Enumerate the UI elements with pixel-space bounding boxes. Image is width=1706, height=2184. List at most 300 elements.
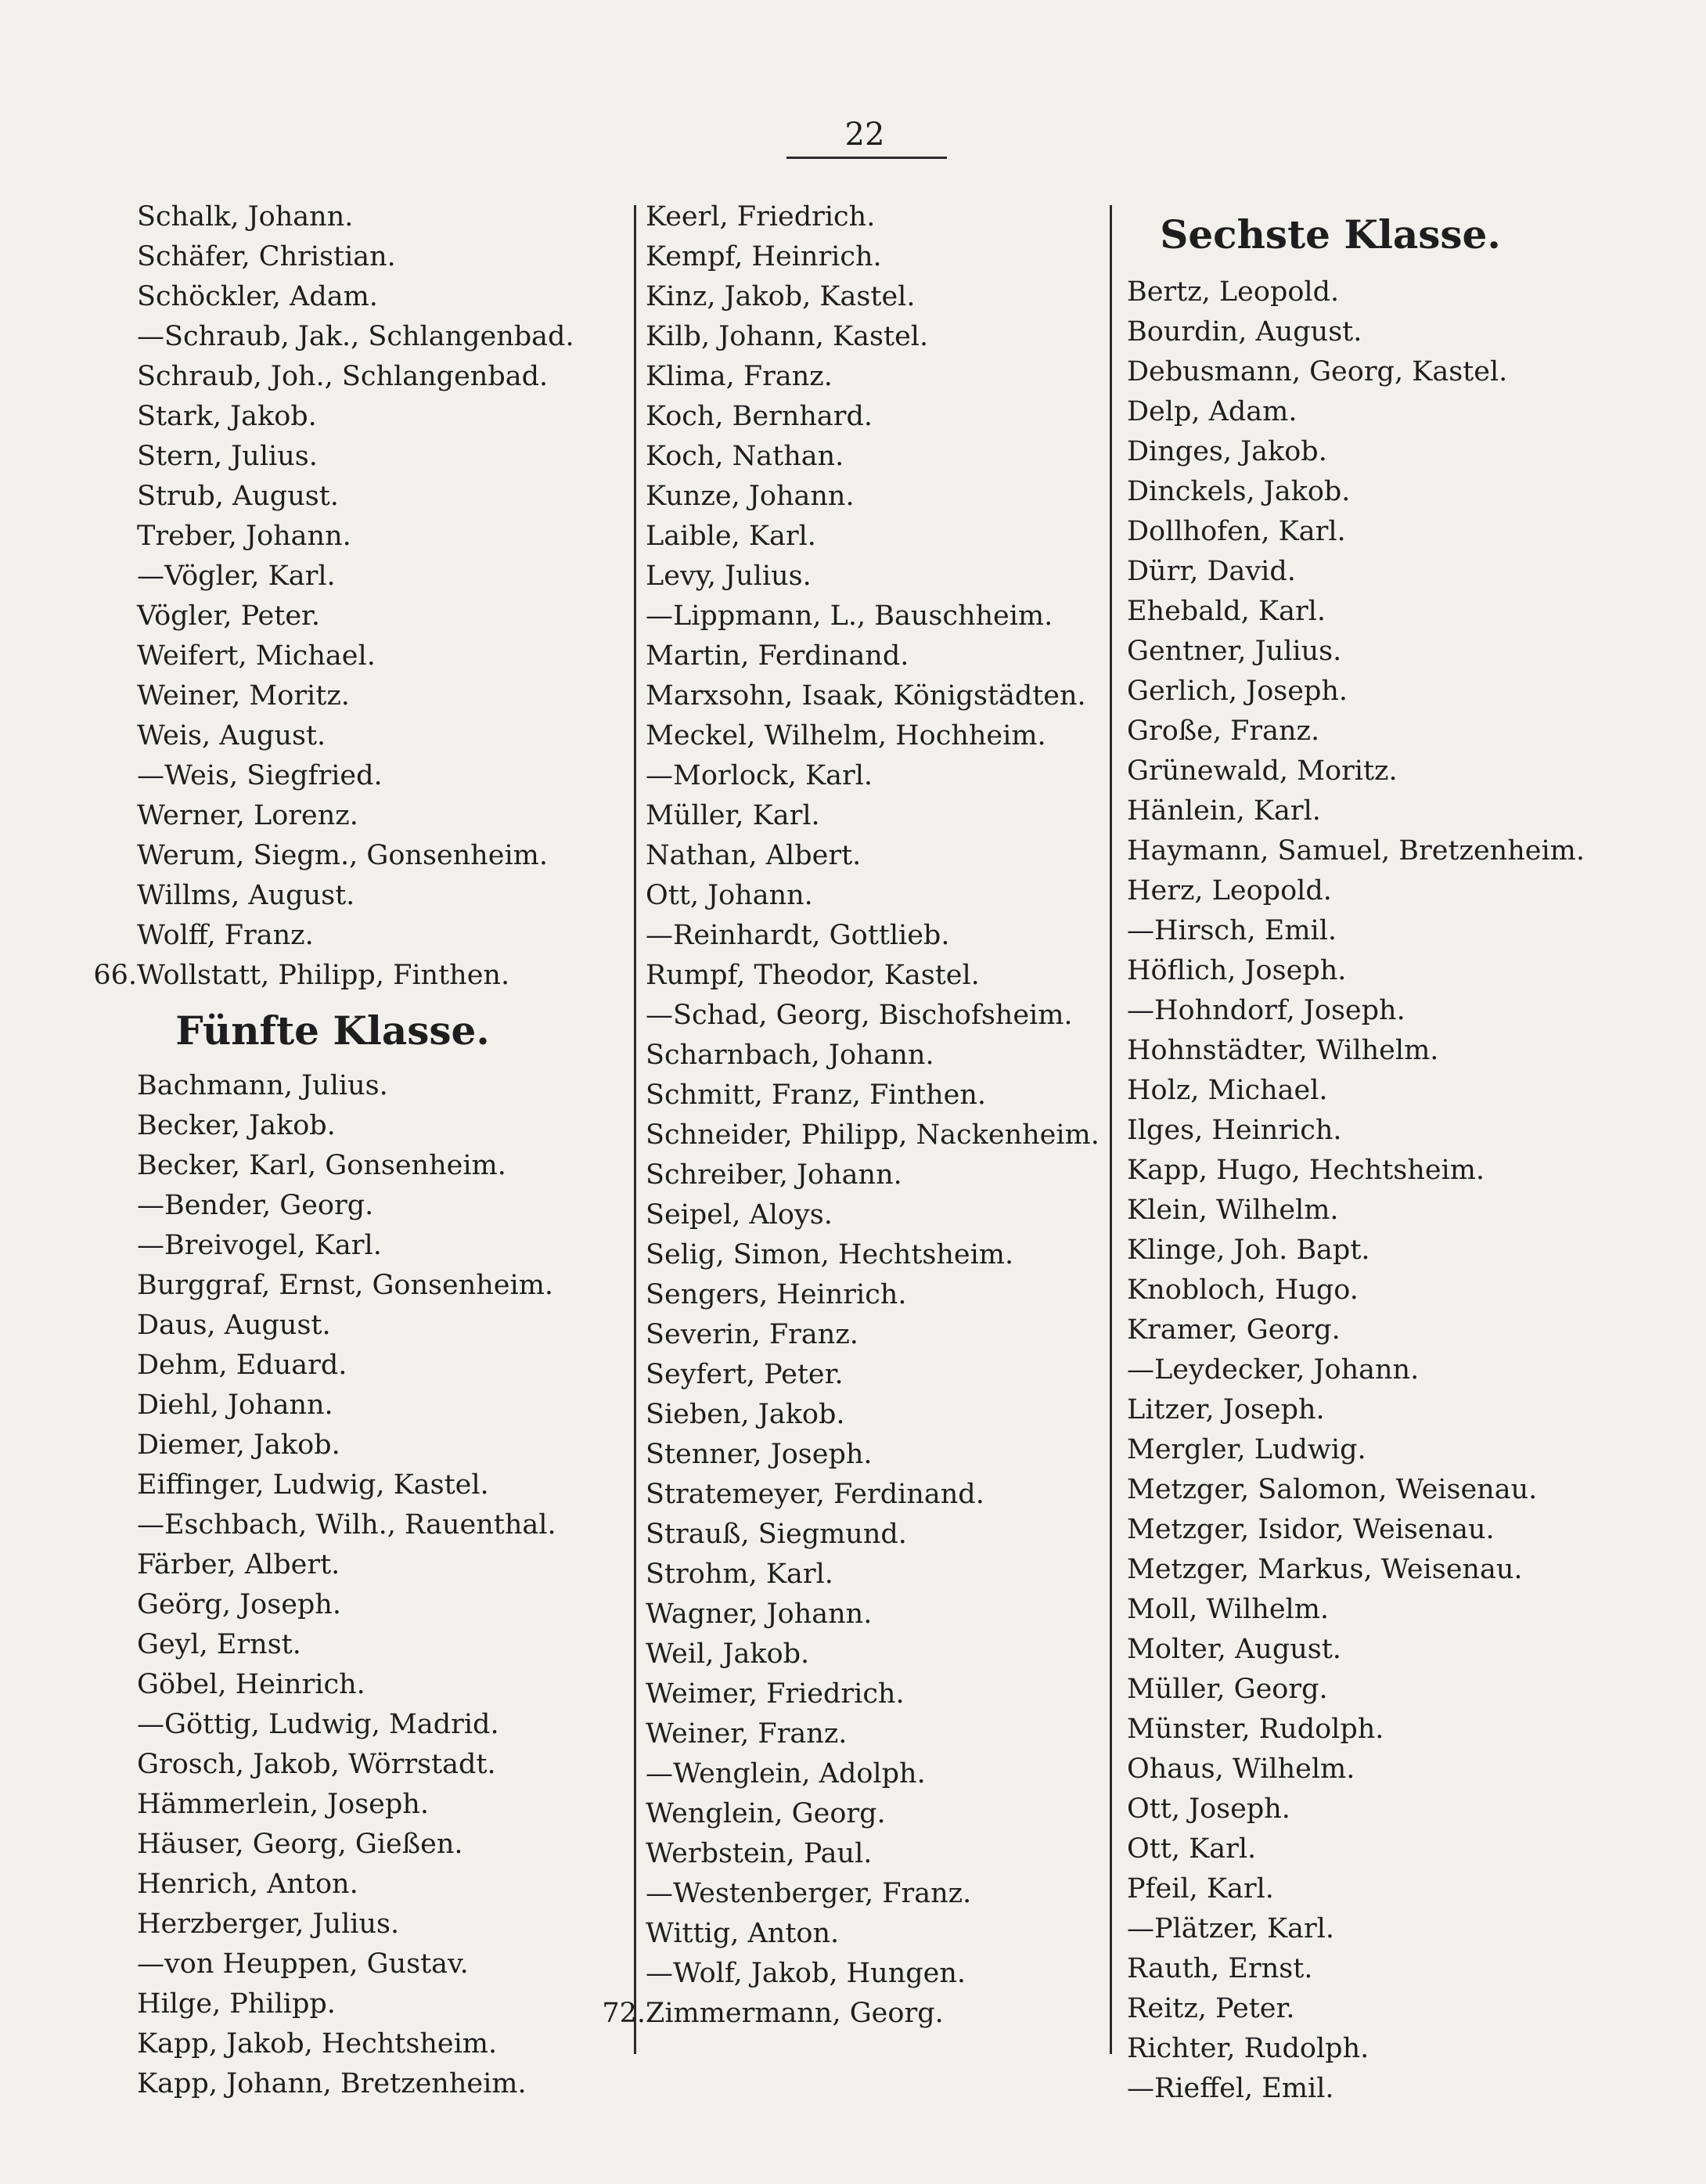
student-name: Kempf, Heinrich. [646, 241, 882, 272]
student-entry [1127, 1750, 1612, 1789]
student-entry [137, 1944, 626, 1984]
student-name: Münster, Rudolph. [1127, 1714, 1384, 1745]
student-name: Große, Franz. [1127, 715, 1320, 747]
entry-count [591, 517, 646, 557]
student-entry [1127, 1949, 1612, 1989]
student-entry [646, 956, 1103, 996]
student-name: —Morlock, Karl. [646, 760, 873, 791]
student-entry [1127, 1390, 1612, 1430]
entry-count [82, 317, 137, 357]
entry-count [82, 1226, 137, 1266]
student-entry [646, 1555, 1103, 1595]
entry-count [1072, 871, 1127, 911]
student-entry [137, 1226, 626, 1266]
student-name: Selig, Simon, Hechtsheim. [646, 1239, 1014, 1270]
student-entry [646, 1794, 1103, 1834]
entry-count [591, 197, 646, 237]
entry-count [82, 1346, 137, 1386]
student-name: Nathan, Albert. [646, 840, 862, 871]
student-name: Becker, Jakob. [137, 1110, 336, 1141]
student-entry [646, 1954, 1103, 1994]
entry-count [591, 1674, 646, 1714]
entry-count [591, 996, 646, 1036]
student-entry [137, 237, 626, 277]
student-entry [1127, 871, 1612, 911]
student-entry [1127, 712, 1612, 751]
student-entry [137, 1705, 626, 1745]
student-entry [646, 1435, 1103, 1475]
student-name: —Schraub, Jak., Schlangenbad. [137, 321, 574, 352]
student-entry [1127, 951, 1612, 991]
entry-count [82, 1785, 137, 1825]
entry-count [1072, 1710, 1127, 1750]
student-name: Henrich, Anton. [137, 1869, 358, 1900]
student-name: —Schad, Georg, Bischofsheim. [646, 1000, 1073, 1031]
entry-count [82, 557, 137, 596]
student-name: Molter, August. [1127, 1634, 1341, 1665]
entry-count [82, 1905, 137, 1944]
student-name: Kapp, Jakob, Hechtsheim. [137, 2028, 498, 2060]
page-number-rule [786, 157, 947, 159]
student-entry [137, 1465, 626, 1505]
entry-count [1072, 312, 1127, 352]
student-name: Wolff, Franz. [137, 920, 314, 951]
entry-count [591, 1275, 646, 1315]
entry-count [1072, 1430, 1127, 1470]
student-name: Schäfer, Christian. [137, 241, 396, 272]
student-entry [137, 636, 626, 676]
student-name: Klein, Wilhelm. [1127, 1195, 1339, 1226]
student-name: Färber, Albert. [137, 1549, 340, 1580]
student-entry [646, 1076, 1103, 1115]
student-entry [646, 636, 1103, 676]
student-name: Schöckler, Adam. [137, 281, 378, 312]
student-name: Ott, Johann. [646, 880, 813, 911]
student-name: Werum, Siegm., Gonsenheim. [137, 840, 548, 871]
student-name: Grünewald, Moritz. [1127, 755, 1398, 787]
student-entry [1127, 592, 1612, 632]
student-name: Gerlich, Joseph. [1127, 676, 1348, 707]
entry-count [82, 1944, 137, 1984]
student-name: Höflich, Joseph. [1127, 955, 1347, 986]
entry-count [591, 1834, 646, 1874]
student-entry [1127, 312, 1612, 352]
student-name: —Wenglein, Adolph. [646, 1758, 926, 1789]
entry-count [591, 1874, 646, 1914]
entry-count [1072, 512, 1127, 552]
student-name: Kapp, Johann, Bretzenheim. [137, 2068, 527, 2099]
student-name: Schmitt, Franz, Finthen. [646, 1079, 987, 1111]
student-entry [646, 1155, 1103, 1195]
student-entry [137, 1785, 626, 1825]
entry-count [1072, 1031, 1127, 1071]
student-name: —von Heuppen, Gustav. [137, 1948, 469, 1980]
entry-count [1072, 432, 1127, 472]
student-entry [646, 277, 1103, 317]
entry-count [1072, 951, 1127, 991]
entry-count [82, 876, 137, 916]
student-entry [137, 1146, 626, 1186]
student-entry [137, 1106, 626, 1146]
student-name: Strub, August. [137, 481, 339, 512]
entry-count [1072, 1829, 1127, 1869]
entry-count [82, 636, 137, 676]
student-entry [646, 1115, 1103, 1155]
student-name: Daus, August. [137, 1310, 331, 1341]
student-name: Schreiber, Johann. [646, 1159, 902, 1191]
student-name: Weil, Jakob. [646, 1638, 810, 1670]
student-name: Klima, Franz. [646, 361, 833, 392]
student-entry [646, 796, 1103, 836]
student-name: Willms, August. [137, 880, 355, 911]
entry-count [82, 676, 137, 716]
student-name: Hänlein, Karl. [1127, 795, 1321, 827]
student-name: —Rieffel, Emil. [1127, 2073, 1334, 2104]
entry-count [591, 876, 646, 916]
student-entry [137, 2064, 626, 2104]
student-name: —Leydecker, Johann. [1127, 1354, 1420, 1386]
entry-count [82, 197, 137, 237]
entry-count [1072, 1550, 1127, 1590]
entry-count [1072, 1949, 1127, 1989]
student-name: —Wolf, Jakob, Hungen. [646, 1958, 966, 1989]
student-entry [646, 1275, 1103, 1315]
student-name: —Breivogel, Karl. [137, 1230, 382, 1261]
page-number: 22 [844, 117, 885, 153]
student-entry [1127, 1430, 1612, 1470]
student-name: Schraub, Joh., Schlangenbad. [137, 361, 549, 392]
entry-count [591, 1475, 646, 1515]
student-name: Strohm, Karl. [646, 1559, 833, 1590]
entry-count [82, 1705, 137, 1745]
student-entry [1127, 991, 1612, 1031]
entry-count [1072, 712, 1127, 751]
entry-count [82, 357, 137, 397]
student-entry [1127, 1310, 1612, 1350]
student-name: Richter, Rudolph. [1127, 2033, 1369, 2064]
student-entry [137, 756, 626, 796]
entry-count [1072, 552, 1127, 592]
entry-count [591, 357, 646, 397]
student-name: Dinckels, Jakob. [1127, 476, 1351, 507]
entry-count [1072, 1909, 1127, 1949]
entry-count [82, 1585, 137, 1625]
student-entry [93, 956, 626, 996]
student-entry [646, 756, 1103, 796]
student-entry [1127, 1869, 1612, 1909]
student-name: Weis, August. [137, 720, 326, 751]
student-name: Stern, Julius. [137, 441, 318, 472]
entry-count [591, 1235, 646, 1275]
student-name: Sieben, Jakob. [646, 1399, 845, 1430]
entry-count [82, 2024, 137, 2064]
student-name: Moll, Wilhelm. [1127, 1594, 1330, 1625]
student-entry [646, 1195, 1103, 1235]
entry-count [1072, 392, 1127, 432]
student-entry [1127, 1510, 1612, 1550]
entry-count [82, 1825, 137, 1865]
student-name: Wollstatt, Philipp, Finthen. [137, 960, 510, 991]
student-entry [646, 836, 1103, 876]
column-1 [93, 197, 626, 2104]
student-entry [646, 437, 1103, 477]
entry-count [1072, 1350, 1127, 1390]
entry-count [82, 916, 137, 956]
student-name: Martin, Ferdinand. [646, 640, 909, 672]
entry-count [82, 1386, 137, 1425]
student-name: Dürr, David. [1127, 556, 1296, 587]
entry-count: 66. [93, 960, 137, 991]
entry-count [1072, 1270, 1127, 1310]
student-entry [1127, 552, 1612, 592]
student-entry [646, 1036, 1103, 1076]
entry-count [1072, 831, 1127, 871]
entry-count [82, 756, 137, 796]
student-name: Herz, Leopold. [1127, 875, 1332, 906]
student-entry [602, 1994, 1103, 2034]
student-entry [646, 1315, 1103, 1355]
student-name: Klinge, Joh. Bapt. [1127, 1234, 1370, 1266]
entry-count [591, 1914, 646, 1954]
entry-count [591, 237, 646, 277]
student-name: Seipel, Aloys. [646, 1199, 833, 1231]
student-entry [646, 1355, 1103, 1395]
student-name: Herzberger, Julius. [137, 1908, 400, 1940]
student-entry [137, 876, 626, 916]
student-entry [646, 1754, 1103, 1794]
student-entry [137, 1825, 626, 1865]
entry-count [82, 1465, 137, 1505]
student-entry [137, 1585, 626, 1625]
student-entry [1127, 1270, 1612, 1310]
student-name: Knobloch, Hugo. [1127, 1274, 1359, 1306]
student-name: Scharnbach, Johann. [646, 1040, 934, 1071]
student-name: Ehebald, Karl. [1127, 596, 1326, 627]
entry-count [82, 437, 137, 477]
student-entry [646, 517, 1103, 557]
student-entry [646, 397, 1103, 437]
student-entry [137, 197, 626, 237]
student-name: Dehm, Eduard. [137, 1350, 347, 1381]
student-name: —Bender, Georg. [137, 1190, 374, 1221]
student-entry [137, 277, 626, 317]
student-entry [646, 1235, 1103, 1275]
entry-count [591, 317, 646, 357]
student-entry [137, 836, 626, 876]
student-name: Hilge, Philipp. [137, 1988, 336, 2020]
class-heading: Sechste Klasse. [1160, 211, 1501, 258]
student-name: Kramer, Georg. [1127, 1314, 1341, 1346]
student-entry [1127, 1630, 1612, 1670]
student-name: Gentner, Julius. [1127, 636, 1342, 667]
student-name: Sengers, Heinrich. [646, 1279, 907, 1310]
student-entry [137, 437, 626, 477]
entry-count [82, 2064, 137, 2104]
entry-count [1072, 751, 1127, 791]
student-name: Werner, Lorenz. [137, 800, 358, 831]
entry-count [82, 1665, 137, 1705]
student-name: Ott, Karl. [1127, 1833, 1257, 1865]
entry-count [591, 1355, 646, 1395]
student-name: Mergler, Ludwig. [1127, 1434, 1366, 1465]
student-name: Levy, Julius. [646, 560, 812, 592]
entry-count [82, 1625, 137, 1665]
student-name: Göbel, Heinrich. [137, 1669, 365, 1700]
student-name: Ilges, Heinrich. [1127, 1115, 1342, 1146]
entry-count [591, 1794, 646, 1834]
student-entry [646, 716, 1103, 756]
student-entry [1127, 272, 1612, 312]
entry-count [82, 517, 137, 557]
student-entry [1127, 831, 1612, 871]
entry-count [591, 1634, 646, 1674]
student-name: Geyl, Ernst. [137, 1629, 301, 1660]
student-name: Rumpf, Theodor, Kastel. [646, 960, 980, 991]
student-entry [646, 1874, 1103, 1914]
student-entry [137, 1625, 626, 1665]
student-name: Wagner, Johann. [646, 1598, 873, 1630]
entry-count [1072, 991, 1127, 1031]
student-entry [1127, 1231, 1612, 1270]
student-entry [137, 676, 626, 716]
student-name: Treber, Johann. [137, 521, 351, 552]
entry-count [1072, 1670, 1127, 1710]
entry-count [1072, 1310, 1127, 1350]
entry-count [1072, 1590, 1127, 1630]
student-name: Stark, Jakob. [137, 401, 317, 432]
student-name: —Weis, Siegfried. [137, 760, 383, 791]
entry-count [591, 956, 646, 996]
student-entry [646, 1395, 1103, 1435]
student-name: —Plätzer, Karl. [1127, 1913, 1335, 1944]
student-name: Weifert, Michael. [137, 640, 376, 672]
entry-count [82, 1146, 137, 1186]
student-entry [1127, 2029, 1612, 2069]
student-name: Stratemeyer, Ferdinand. [646, 1479, 984, 1510]
entry-count [82, 716, 137, 756]
student-name: Keerl, Friedrich. [646, 201, 876, 232]
student-name: Müller, Georg. [1127, 1674, 1328, 1705]
entry-count [82, 1266, 137, 1306]
entry-count [82, 1545, 137, 1585]
entry-count [1072, 352, 1127, 392]
student-entry [137, 1865, 626, 1905]
student-name: —Westenberger, Franz. [646, 1878, 972, 1909]
student-name: Becker, Karl, Gonsenheim. [137, 1150, 506, 1181]
student-entry [1127, 1789, 1612, 1829]
student-name: —Hohndorf, Joseph. [1127, 995, 1405, 1026]
class-heading: Fünfte Klasse. [175, 1007, 490, 1054]
student-name: Diemer, Jakob. [137, 1429, 340, 1461]
entry-count [82, 397, 137, 437]
student-entry [1127, 1191, 1612, 1231]
student-entry [1127, 1989, 1612, 2029]
student-entry [646, 477, 1103, 517]
entry-count [591, 636, 646, 676]
entry-count [591, 1315, 646, 1355]
student-entry [137, 517, 626, 557]
student-name: Bertz, Leopold. [1127, 276, 1340, 308]
student-name: Schalk, Johann. [137, 201, 354, 232]
entry-count [1072, 1510, 1127, 1550]
student-entry [137, 716, 626, 756]
student-name: Metzger, Salomon, Weisenau. [1127, 1474, 1538, 1505]
student-name: Dinges, Jakob. [1127, 436, 1327, 467]
student-entry [137, 1346, 626, 1386]
student-entry [137, 477, 626, 517]
student-entry [137, 1505, 626, 1545]
entry-count [591, 477, 646, 517]
student-name: Burggraf, Ernst, Gonsenheim. [137, 1270, 554, 1301]
student-name: Werbstein, Paul. [646, 1838, 873, 1869]
student-entry [646, 1914, 1103, 1954]
student-entry [646, 1515, 1103, 1555]
student-name: Delp, Adam. [1127, 396, 1297, 427]
student-entry [646, 237, 1103, 277]
entry-count [591, 1036, 646, 1076]
entry-count [591, 1435, 646, 1475]
student-name: Koch, Bernhard. [646, 401, 873, 432]
entry-count [82, 1425, 137, 1465]
student-entry [1127, 1590, 1612, 1630]
student-entry [137, 916, 626, 956]
entry-count [82, 477, 137, 517]
entry-count [1072, 1390, 1127, 1430]
student-name: Koch, Nathan. [646, 441, 844, 472]
entry-count [1072, 1750, 1127, 1789]
student-name: Marxsohn, Isaak, Königstädten. [646, 680, 1086, 712]
student-entry [1127, 512, 1612, 552]
entry-count [1072, 472, 1127, 512]
entry-count [591, 397, 646, 437]
student-entry [646, 876, 1103, 916]
student-entry [646, 317, 1103, 357]
student-entry [646, 1595, 1103, 1634]
student-name: Rauth, Ernst. [1127, 1953, 1313, 1984]
student-name: Ott, Joseph. [1127, 1793, 1290, 1825]
entry-count [591, 1754, 646, 1794]
student-entry [1127, 1710, 1612, 1750]
entry-count [591, 1076, 646, 1115]
entry-count [1072, 911, 1127, 951]
student-entry [1127, 1151, 1612, 1191]
student-entry [646, 1634, 1103, 1674]
entry-count [1072, 1630, 1127, 1670]
entry-count [82, 836, 137, 876]
student-entry [1127, 1829, 1612, 1869]
student-name: Haymann, Samuel, Bretzenheim. [1127, 835, 1585, 867]
entry-count [591, 1395, 646, 1435]
entry-count [591, 1595, 646, 1634]
student-name: Wittig, Anton. [646, 1918, 840, 1949]
entry-count [1072, 791, 1127, 831]
entry-count [591, 916, 646, 956]
entry-count [591, 1555, 646, 1595]
student-entry [646, 197, 1103, 237]
entry-count [591, 836, 646, 876]
entry-count [82, 596, 137, 636]
student-entry [1127, 392, 1612, 432]
student-name: Laible, Karl. [646, 521, 816, 552]
entry-count [82, 1745, 137, 1785]
student-entry [1127, 791, 1612, 831]
student-entry [1127, 1071, 1612, 1111]
student-entry [1127, 1909, 1612, 1949]
entry-count [1072, 1191, 1127, 1231]
entry-count [82, 237, 137, 277]
entry-count: 72. [602, 1998, 646, 2029]
student-name: Seyfert, Peter. [646, 1359, 844, 1390]
